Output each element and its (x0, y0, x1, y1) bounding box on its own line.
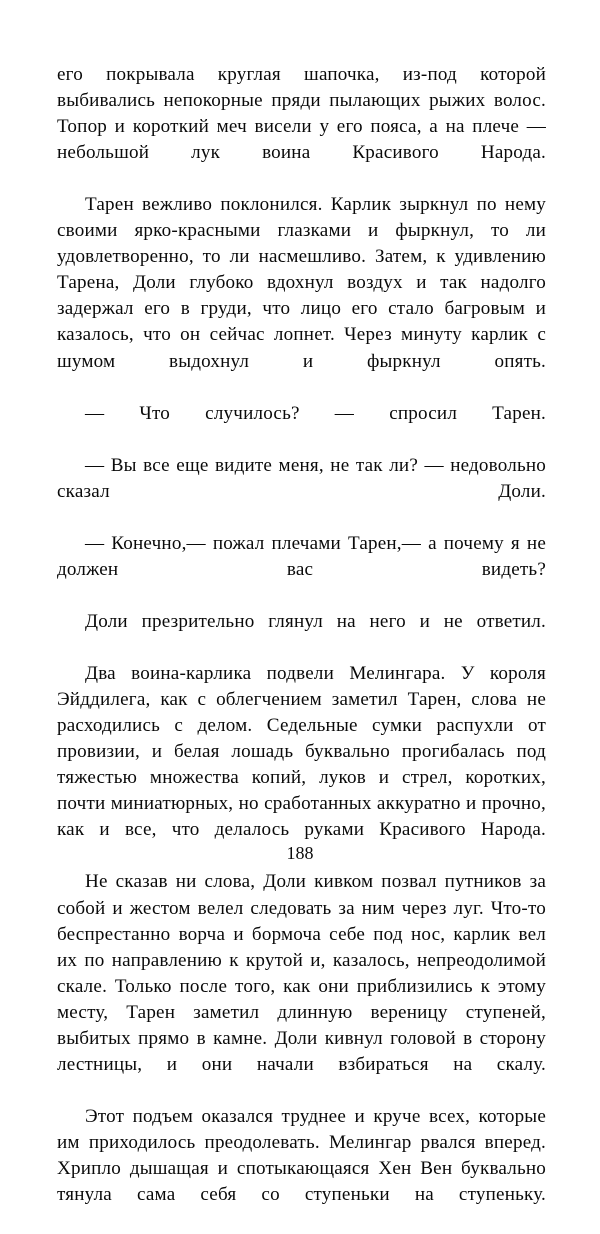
paragraph-narrative: Не сказав ни слова, Доли кивком позвал путников за собой и жестом велел следовать за ним через луг. Что-то беспрестанно ворча и бормоча себе под нос, карлик вел их по направлению к крутой и, казалось, непреодолимой скале. Только после того, как они приблизились к этому месту, Тарен заметил длинную вереницу ступеней, выбитых прямо в камне. Доли кивнул головой в сторону лестницы, и они начали взбираться на скалу. (57, 871, 546, 1075)
paragraph-dialogue: — Конечно,— пожал плечами Тарен,— а почему я не должен вас видеть? (57, 532, 546, 580)
paragraph-narrative: Этот подъем оказался труднее и круче всех, которые им приходилось преодолевать. Мелингар рвался вперед. Хрипло дышащая и спотыкающаяся Хен Вен буквально тянула сама себя со ступеньки на ступеньку. (57, 1105, 546, 1206)
paragraph-dialogue: — Что случилось? — спросил Тарен. (85, 402, 546, 424)
page-text-block (57, 62, 546, 1234)
paragraph-dialogue: — Вы все еще видите меня, не так ли? — недовольно сказал Доли. (57, 454, 546, 502)
page-number: 188 (286, 843, 314, 863)
paragraph-continuation: его покрывала круглая шапочка, из-под которой выбивались непокорные пряди пылающих рыжих волос. Топор и короткий меч висели у его пояса, а на плече — небольшой лук воина Красивого Народа. (57, 64, 546, 164)
paragraph-narrative: Тарен вежливо поклонился. Карлик зыркнул по нему своими ярко-красными глазками и фыркнул, то ли удовлетворенно, то ли насмешливо. Затем, к удивлению Тарена, Доли глубоко вдохнул воздух и так надолго задержал его в груди, что лицо его стало багровым и казалось, что он сейчас лопнет. Через минуту карлик с шумом выдохнул и фыркнул опять. (57, 194, 546, 372)
paragraph-narrative: Два воина-карлика подвели Мелингара. У короля Эйддилега, как с облегчением заметил Тарен, слова не расходились с делом. Седельные сумки распухли от провизии, и белая лошадь буквально прогибалась под тяжестью множества копий, луков и стрел, коротких, почти миниатюрных, но сработанных аккуратно и прочно, как и все, что делалось руками Красивого Народа. (57, 663, 546, 841)
paragraph-narrative: Доли презрительно глянул на него и не ответил. (85, 610, 546, 632)
